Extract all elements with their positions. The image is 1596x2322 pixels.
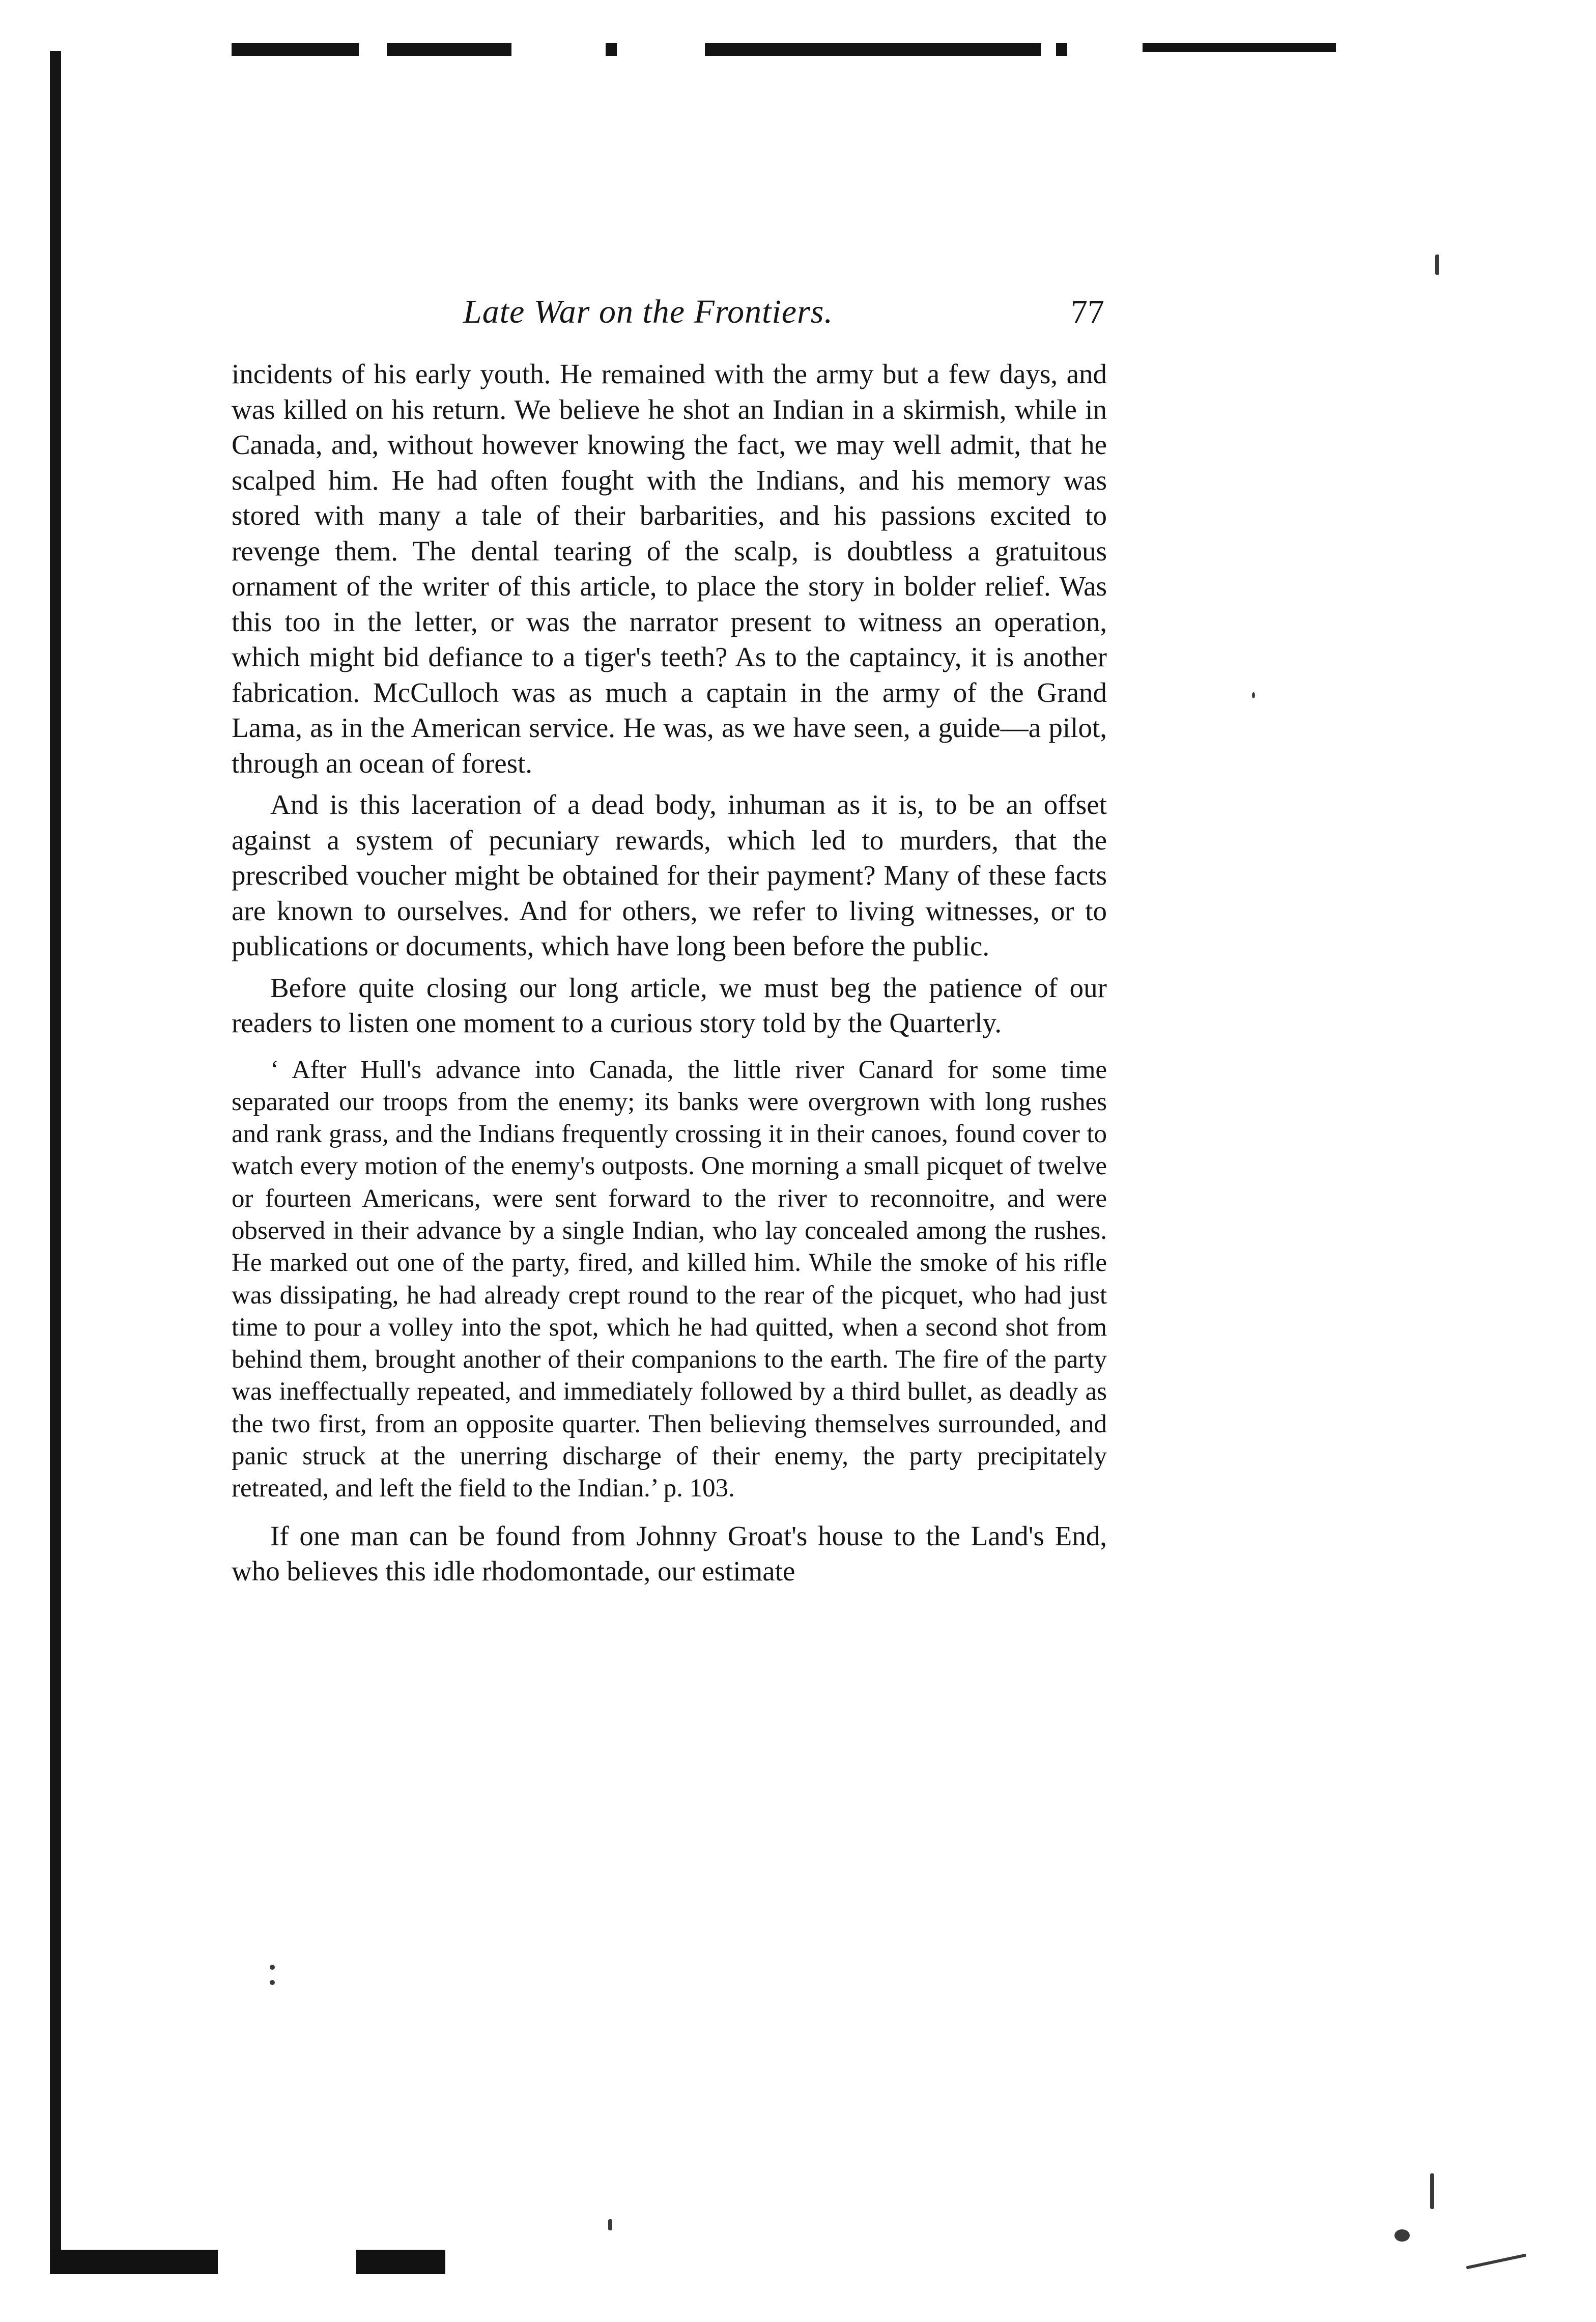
scan-speck (1394, 2229, 1410, 2242)
scan-edge-mark (387, 43, 511, 56)
scan-speck (270, 1980, 275, 1985)
paragraph: And is this laceration of a dead body, inhuman as it is, to be an offset against a system of pecuniary rewards, which led to murders, that the prescribed voucher might be obtained for their payment? Many of these facts are known to ourselves. And for others, we refer to living witnesses, or to publications or documents, which have long been before the public. (232, 789, 1107, 961)
scan-edge-mark (356, 2250, 445, 2274)
paragraph: incidents of his early youth. He remained with the army but a few days, and was killed on his return. We believe he shot an Indian in a skirmish, while in Canada, and, without however knowing the fact, we may well admit, that he scalped him. He had often fought with the Indians, and his memory was stored with many a tale of their barbarities, and his passions excited to revenge them. The dental tearing of the scalp, is doubtless a gratuitous ornament of the writer of this article, to place the story in bolder relief. Was this too in the letter, or was the narrator present to witness an operation, which might bid defiance to a tiger's teeth? As to the captaincy, it is another fabrication. McCulloch was as much a captain in the army of the Grand Lama, as in the American service. He was, as we have seen, a guide—a pilot, through an ocean of forest. (232, 358, 1107, 779)
text-block (232, 356, 1107, 1589)
paragraph: Before quite closing our long article, we must beg the patience of our readers to listen one moment to a curious story told by the Quarterly. (232, 972, 1107, 1038)
scan-edge-mark (50, 2250, 218, 2274)
scan-left-edge (50, 51, 61, 2265)
block-quotation: ‘ After Hull's advance into Canada, the little river Canard for some time separated our troops from the enemy; its banks were overgrown with long rushes and rank grass, and the Indians frequently crossing it in their canoes, found cover to watch every motion of the enemy's outposts. One morning a small picquet of twelve or fourteen Americans, were sent forward to the river to reconnoitre, and were observed in their advance by a single Indian, who lay concealed among the rushes. He marked out one of the party, fired, and killed him. While the smoke of his rifle was dissipating, he had already crept round to the rear of the picquet, who had just time to pour a volley into the spot, which he had quitted, when a second shot from behind them, brought another of their companions to the earth. The fire of the party was ineffectually repeated, and immediately followed by a third bullet, as deadly as the two first, from an opposite quarter. Then believing themselves surrounded, and panic struck at the unerring discharge of their enemy, the party precipitately retreated, and left the field to the Indian.’ p. 103. (232, 1055, 1107, 1503)
page-number: 77 (1071, 293, 1104, 330)
running-head (229, 293, 1104, 338)
scan-speck (1466, 2254, 1527, 2270)
scan-speck (1430, 2173, 1434, 2209)
scan-edge-mark (1056, 43, 1067, 56)
scan-speck (608, 2219, 612, 2230)
scan-edge-mark (1143, 43, 1336, 52)
running-title: Late War on the Frontiers. (463, 293, 833, 330)
scan-edge-mark (705, 43, 1041, 56)
scan-edge-mark (606, 43, 617, 56)
scan-speck (270, 1965, 275, 1970)
scan-speck (1252, 692, 1255, 698)
scan-speck (1435, 254, 1439, 275)
scan-edge-mark (232, 43, 359, 56)
paragraph: If one man can be found from Johnny Groat's house to the Land's End, who believes this idle rhodomontade, our estimate (232, 1520, 1107, 1587)
